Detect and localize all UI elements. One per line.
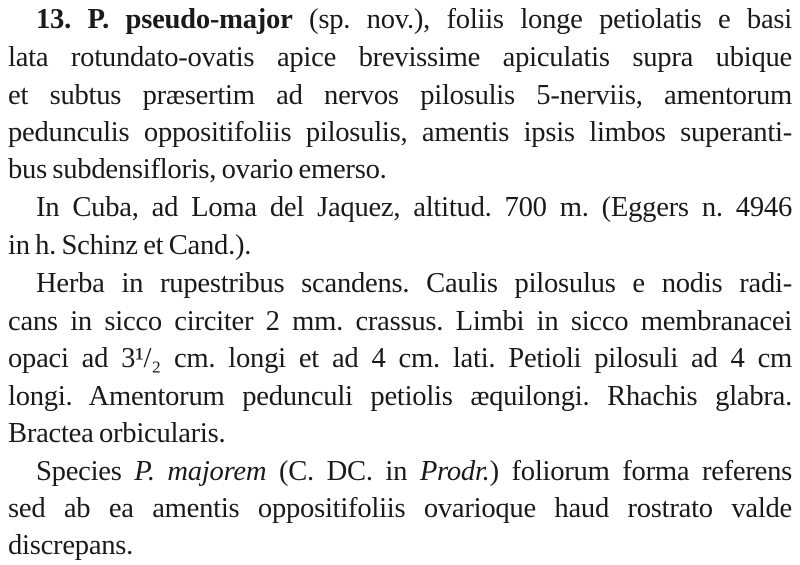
- text-line: bus subdensifloris, ovario emerso.: [8, 154, 387, 185]
- text-line: In Cuba, ad Loma del Jaquez, altitud. 700 m. (Eggers n. 4946: [36, 192, 792, 223]
- text-line: cans in sicco circiter 2 mm. crassus. Limbi in sicco membranacei: [8, 306, 792, 337]
- text-line: Bractea orbicularis.: [8, 418, 226, 449]
- text-line: et subtus præsertim ad nervos pilosulis 5-nerviis, amentorum: [8, 80, 792, 111]
- text-fragment: (sp. nov.), foliis longe petiolatis e basi: [309, 4, 792, 35]
- text-line: pedunculis oppositifoliis pilosulis, amentis ipsis limbos superanti-: [8, 117, 792, 148]
- text-line: in h. Schinz et Cand.).: [8, 230, 252, 261]
- text-line: discrepans.: [8, 530, 134, 561]
- text-line: Herba in rupestribus scandens. Caulis pilosulus e nodis radi-: [36, 268, 792, 299]
- italic-term: P. majorem: [134, 456, 267, 487]
- text-fragment: Species: [36, 456, 122, 487]
- species-number: 13.: [36, 4, 71, 35]
- text-line: longi. Amentorum pedunculi petiolis æquilongi. Rhachis glabra.: [8, 381, 792, 412]
- text-line: [36, 6, 792, 35]
- text-line: lata rotundato-ovatis apice brevissime apiculatis supra ubique: [8, 42, 792, 73]
- italic-term: Prodr.: [419, 456, 490, 487]
- species-name: P. pseudo-major: [87, 4, 293, 35]
- text-line: opaci ad 3¹/₂ cm. longi et ad 4 cm. lati. Petioli pilosuli ad 4 cm: [8, 343, 792, 374]
- text-fragment: ) foliorum forma referens: [489, 456, 793, 487]
- text-line: sed ab ea amentis oppositifoliis ovarioque haud rostrato valde: [8, 493, 792, 524]
- text-fragment: (C. DC. in: [278, 456, 408, 487]
- text-line: [36, 458, 792, 487]
